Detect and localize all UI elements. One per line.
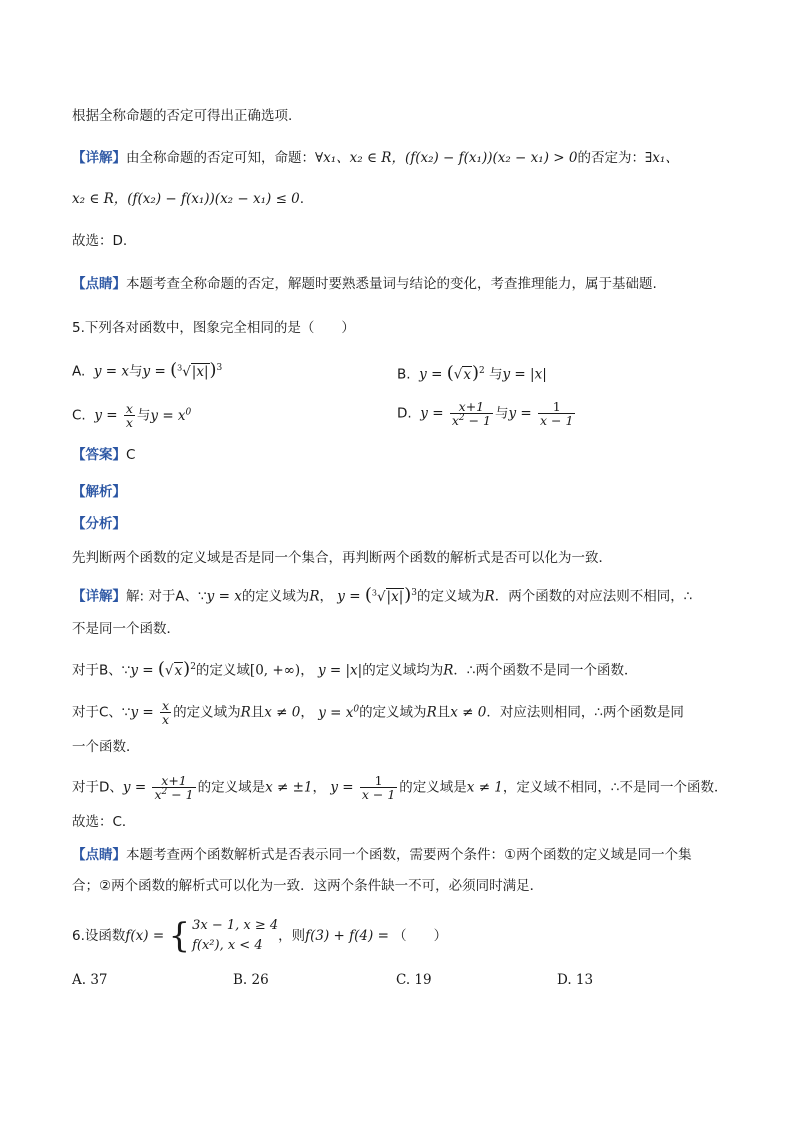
q5-comment-1: 【点睛】本题考查两个函数解析式是否表示同一个函数，需要两个条件：①两个函数的定义域是同一个集	[72, 847, 692, 863]
q5-detail-a-cont: 不是同一个函数．	[72, 621, 180, 637]
analysis-line	[72, 480, 734, 504]
math-expression: ∀x₁、x₂ ∈ R，(f(x₂) − f(x₁))(x₂ − x₁) > 0	[315, 150, 578, 166]
comment-line: 【点睛】本题考查全称命题的否定，解题时要熟悉量词与结论的变化，考查推理能力，属于基础题.	[72, 276, 657, 292]
q6-option-d: D. 13	[557, 972, 594, 988]
comment-tag: 【点睛】	[72, 276, 126, 292]
q6-option-b: B. 26	[233, 972, 269, 988]
choose-line	[72, 229, 734, 253]
q5-detail-c-cont: 一个函数．	[72, 739, 140, 755]
q5-option-b: B. $y = (√x)^2$ 与y = |x|	[397, 362, 547, 384]
analysis-tag: 【解析】	[72, 484, 126, 500]
analyze-line	[72, 512, 734, 536]
hint-line	[72, 104, 734, 128]
choose-text: 故选：D.	[72, 233, 128, 249]
detail-line-2: x₂ ∈ R，(f(x₂) − f(x₁))(x₂ − x₁) ≤ 0.	[72, 191, 305, 207]
answer-line	[72, 443, 734, 467]
answer-tag: 【答案】	[72, 447, 126, 463]
question-stem: 5.下列各对函数中，图象完全相同的是（ ）	[72, 320, 355, 336]
detail-tag: 【详解】	[72, 150, 126, 166]
math-expression: ∃x₁、	[644, 150, 679, 166]
answer-value: C	[126, 447, 136, 463]
q5-detail-c: 对于C、∵y = $\frac{x}{x}$ 的定义域为R且x ≠ 0， $y = x^0$的定义域为R且x ≠ 0．对应法则相同，∴两个函数是同	[72, 697, 684, 727]
q5-detail-a: 【详解】解: 对于A、∵y = x的定义域为R， $y = (^3√|x|)^3$的定义域为R．两个函数的对应法则不相同，∴	[72, 584, 693, 606]
math-expression: x₂ ∈ R，(f(x₂) − f(x₁))(x₂ − x₁) ≤ 0	[72, 191, 300, 207]
q5-stem	[72, 316, 734, 340]
q5-choose: 故选：C．	[72, 814, 136, 830]
detail-tag: 【详解】	[72, 588, 126, 605]
analyze-tag: 【分析】	[72, 516, 126, 532]
q6-stem: 6.设函数f(x) = { 3x − 1, x ≥ 4 f(x²), x < 4 ，则f(3) + f(4) = （ ）	[72, 916, 448, 956]
analyze-text-line: 先判断两个函数的定义域是否是同一个集合，再判断两个函数的解析式是否可以化为一致．	[72, 550, 612, 566]
q5-detail-d: 对于D、y = $\frac{x+1}{x^2 - 1}$ 的定义域是x ≠ ±1， y = $\frac{1}{x - 1}$ 的定义域是x ≠ 1，定义域不相同，∴不是同一个函数．	[72, 773, 728, 803]
q5-option-a: A. y = x与$y = (^3√|x|)^3$	[72, 359, 223, 381]
detail-line-1: 【详解】由全称命题的否定可知，命题：∀x₁、x₂ ∈ R，(f(x₂) − f(x₁))(x₂ − x₁) > 0的否定为：∃x₁、	[72, 150, 679, 166]
q6-option-c: C. 19	[396, 972, 432, 988]
piecewise-cases: 3x − 1, x ≥ 4 f(x²), x < 4	[192, 918, 279, 953]
hint-text: 根据全称命题的否定可得出正确选项.	[72, 108, 293, 124]
q5-comment-2: 合；②两个函数的解析式可以化为一致．这两个条件缺一不可，必须同时满足．	[72, 878, 544, 894]
q5-option-d: D. y = $\frac{x+1}{x^2 - 1}$ 与y = $\frac{1}{x - 1}$	[397, 399, 574, 429]
q5-option-c: C. y = $\frac{x}{x}$ 与$y = x^0$	[72, 400, 192, 430]
q5-detail-b: 对于B、∵y = $(√x)^2$的定义域[0, +∞)， y = |x|的定义域均为R．∴两个函数不是同一个函数．	[72, 658, 638, 680]
q6-option-a: A. 37	[72, 972, 108, 988]
comment-tag: 【点睛】	[72, 847, 126, 863]
